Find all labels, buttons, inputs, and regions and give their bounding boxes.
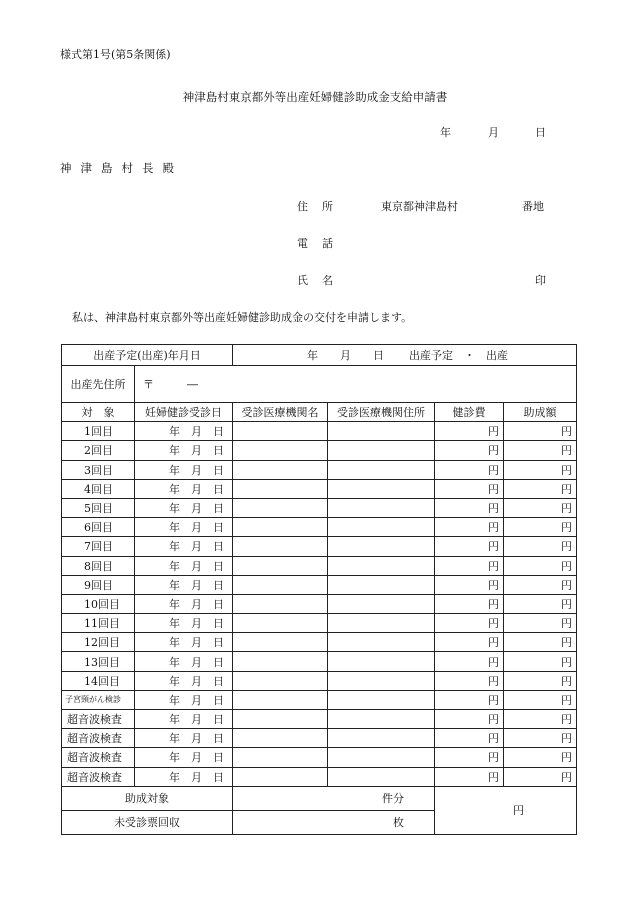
clinic-name-cell[interactable]	[233, 633, 328, 652]
exam-fee-cell[interactable]: 円	[435, 710, 504, 729]
exam-fee-cell[interactable]: 円	[435, 614, 504, 633]
clinic-name-cell[interactable]	[233, 575, 328, 594]
clinic-name-cell[interactable]	[233, 422, 328, 441]
clinic-address-cell[interactable]	[328, 422, 435, 441]
clinic-name-cell[interactable]	[233, 556, 328, 575]
clinic-address-cell[interactable]	[328, 594, 435, 613]
clinic-address-cell[interactable]	[328, 614, 435, 633]
row-label: 3回目	[62, 460, 135, 479]
clinic-address-cell[interactable]	[328, 556, 435, 575]
row-label: 11回目	[62, 614, 135, 633]
clinic-address-cell[interactable]	[328, 518, 435, 537]
application-table	[61, 344, 577, 835]
clinic-address-cell[interactable]	[328, 575, 435, 594]
exam-fee-cell[interactable]: 円	[435, 594, 504, 613]
clinic-name-cell[interactable]	[233, 671, 328, 690]
exam-fee-cell[interactable]: 円	[435, 652, 504, 671]
subsidy-amount-cell[interactable]: 円	[504, 671, 577, 690]
row-label: 超音波検査	[62, 710, 135, 729]
row-label: 子宮頸がん検診	[62, 690, 135, 709]
table-row	[62, 767, 577, 786]
postal-code: 〒 ―	[143, 378, 198, 391]
row-label: 超音波検査	[62, 767, 135, 786]
subsidy-amount-cell[interactable]: 円	[504, 537, 577, 556]
exam-date-cell[interactable]: 年 月 日	[135, 441, 233, 460]
exam-date-cell[interactable]: 年 月 日	[135, 767, 233, 786]
exam-fee-cell[interactable]: 円	[435, 518, 504, 537]
exam-date-cell[interactable]: 年 月 日	[135, 729, 233, 748]
exam-fee-cell[interactable]: 円	[435, 479, 504, 498]
row-label: 7回目	[62, 537, 135, 556]
table-row	[62, 556, 577, 575]
birth-date-value: 年 月 日	[307, 349, 384, 362]
row-label: 10回目	[62, 594, 135, 613]
exam-date-cell[interactable]: 年 月 日	[135, 748, 233, 767]
subsidy-amount-cell[interactable]: 円	[504, 575, 577, 594]
row-label: 超音波検査	[62, 748, 135, 767]
exam-fee-cell[interactable]: 円	[435, 729, 504, 748]
column-header: 受診医療機関住所	[328, 403, 435, 422]
exam-fee-cell[interactable]: 円	[435, 633, 504, 652]
table-row	[62, 479, 577, 498]
row-label: 14回目	[62, 671, 135, 690]
clinic-address-cell[interactable]	[328, 652, 435, 671]
unused-tickets-field[interactable]: 枚	[233, 810, 435, 834]
table-row	[62, 460, 577, 479]
subsidy-amount-cell[interactable]: 円	[504, 767, 577, 786]
clinic-address-cell[interactable]	[328, 498, 435, 517]
exam-date-cell[interactable]: 年 月 日	[135, 671, 233, 690]
form-number: 様式第1号(第5条関係)	[60, 48, 171, 61]
exam-fee-cell[interactable]: 円	[435, 690, 504, 709]
exam-fee-cell[interactable]: 円	[435, 575, 504, 594]
exam-date-cell[interactable]: 年 月 日	[135, 556, 233, 575]
clinic-address-cell[interactable]	[328, 671, 435, 690]
subsidy-amount-cell[interactable]: 円	[504, 460, 577, 479]
clinic-address-cell[interactable]	[328, 537, 435, 556]
table-row	[62, 575, 577, 594]
clinic-address-cell[interactable]	[328, 441, 435, 460]
phone-label: 電話	[297, 237, 347, 250]
clinic-name-cell[interactable]	[233, 518, 328, 537]
total-amount-field[interactable]: 円	[435, 786, 577, 834]
column-header: 助成額	[504, 403, 577, 422]
table-row	[62, 633, 577, 652]
row-label: 6回目	[62, 518, 135, 537]
exam-fee-cell[interactable]: 円	[435, 748, 504, 767]
column-header: 受診医療機関名	[233, 403, 328, 422]
row-label: 9回目	[62, 575, 135, 594]
table-row	[62, 652, 577, 671]
row-label: 1回目	[62, 422, 135, 441]
table-row	[62, 710, 577, 729]
table-row	[62, 422, 577, 441]
table-row	[62, 498, 577, 517]
clinic-address-cell[interactable]	[328, 479, 435, 498]
clinic-name-cell[interactable]	[233, 441, 328, 460]
clinic-name-cell[interactable]	[233, 652, 328, 671]
exam-date-cell[interactable]: 年 月 日	[135, 518, 233, 537]
exam-date-cell[interactable]: 年 月 日	[135, 575, 233, 594]
subsidy-amount-cell[interactable]: 円	[504, 498, 577, 517]
clinic-name-cell[interactable]	[233, 479, 328, 498]
clinic-address-cell[interactable]	[328, 748, 435, 767]
application-statement: 私は、神津島村東京都外等出産妊婦健診助成金の交付を申請します。	[72, 311, 413, 324]
birth-date-label: 出産予定(出産)年月日	[62, 345, 233, 366]
name-label: 氏名	[297, 274, 347, 287]
subsidy-amount-cell[interactable]: 円	[504, 710, 577, 729]
document-title: 神津島村東京都外等出産妊婦健診助成金支給申請書	[182, 90, 448, 104]
table-row	[62, 594, 577, 613]
seal-mark: 印	[535, 274, 546, 287]
table-row	[62, 537, 577, 556]
clinic-name-cell[interactable]	[233, 690, 328, 709]
clinic-address-cell[interactable]	[328, 729, 435, 748]
address-suffix: 番地	[522, 200, 544, 213]
clinic-name-cell[interactable]	[233, 498, 328, 517]
row-label: 12回目	[62, 633, 135, 652]
clinic-name-cell[interactable]	[233, 748, 328, 767]
exam-fee-cell[interactable]: 円	[435, 671, 504, 690]
subsidy-amount-cell[interactable]: 円	[504, 652, 577, 671]
exam-fee-cell[interactable]: 円	[435, 556, 504, 575]
subsidy-amount-cell[interactable]: 円	[504, 479, 577, 498]
subsidy-amount-cell[interactable]: 円	[504, 594, 577, 613]
subsidy-amount-cell[interactable]: 円	[504, 748, 577, 767]
table-row	[62, 518, 577, 537]
clinic-name-cell[interactable]	[233, 614, 328, 633]
summary-row-eligible	[62, 786, 577, 810]
exam-date-cell[interactable]: 年 月 日	[135, 633, 233, 652]
clinic-name-cell[interactable]	[233, 710, 328, 729]
clinic-name-cell[interactable]	[233, 460, 328, 479]
exam-fee-cell[interactable]: 円	[435, 767, 504, 786]
exam-date-cell[interactable]: 年 月 日	[135, 710, 233, 729]
clinic-address-cell[interactable]	[328, 710, 435, 729]
subsidy-amount-cell[interactable]: 円	[504, 441, 577, 460]
subsidy-amount-cell[interactable]: 円	[504, 690, 577, 709]
exam-fee-cell[interactable]: 円	[435, 460, 504, 479]
clinic-address-cell[interactable]	[328, 767, 435, 786]
row-label: 2回目	[62, 441, 135, 460]
subsidy-amount-cell[interactable]: 円	[504, 729, 577, 748]
exam-date-cell[interactable]: 年 月 日	[135, 690, 233, 709]
exam-date-cell[interactable]: 年 月 日	[135, 479, 233, 498]
row-label: 8回目	[62, 556, 135, 575]
clinic-address-cell[interactable]	[328, 633, 435, 652]
date-year: 年	[440, 126, 451, 139]
row-label: 5回目	[62, 498, 135, 517]
subsidy-amount-cell[interactable]: 円	[504, 556, 577, 575]
clinic-address-cell[interactable]	[328, 690, 435, 709]
birth-date-field[interactable]	[233, 345, 577, 366]
table-row	[62, 748, 577, 767]
birth-address-field[interactable]	[135, 366, 577, 403]
eligible-count-field[interactable]: 件分	[233, 786, 435, 810]
clinic-name-cell[interactable]	[233, 594, 328, 613]
row-label: 超音波検査	[62, 729, 135, 748]
column-header: 妊婦健診受診日	[135, 403, 233, 422]
subsidy-amount-cell[interactable]: 円	[504, 422, 577, 441]
table-row	[62, 441, 577, 460]
table-row	[62, 690, 577, 709]
row-label: 13回目	[62, 652, 135, 671]
exam-fee-cell[interactable]: 円	[435, 537, 504, 556]
exam-date-cell[interactable]: 年 月 日	[135, 652, 233, 671]
eligible-label: 助成対象	[62, 786, 233, 810]
column-header: 対 象	[62, 403, 135, 422]
table-row	[62, 729, 577, 748]
table-row	[62, 614, 577, 633]
addressee: 神津島村長殿	[60, 161, 183, 175]
address-value: 東京都神津島村	[381, 200, 458, 213]
date-month: 月	[488, 126, 499, 139]
clinic-name-cell[interactable]	[233, 537, 328, 556]
exam-fee-cell[interactable]: 円	[435, 441, 504, 460]
exam-date-cell[interactable]: 年 月 日	[135, 422, 233, 441]
clinic-name-cell[interactable]	[233, 729, 328, 748]
row-label: 4回目	[62, 479, 135, 498]
exam-date-cell[interactable]: 年 月 日	[135, 498, 233, 517]
date-day: 日	[535, 126, 546, 139]
unused-tickets-label: 未受診票回収	[62, 810, 233, 834]
subsidy-amount-cell[interactable]: 円	[504, 633, 577, 652]
exam-date-cell[interactable]: 年 月 日	[135, 614, 233, 633]
clinic-name-cell[interactable]	[233, 767, 328, 786]
birth-address-label: 出産先住所	[62, 366, 135, 403]
exam-date-cell[interactable]: 年 月 日	[135, 594, 233, 613]
table-row	[62, 671, 577, 690]
address-label: 住所	[297, 200, 347, 213]
clinic-address-cell[interactable]	[328, 460, 435, 479]
column-header: 健診費	[435, 403, 504, 422]
birth-type: 出産予定 ・ 出産	[409, 349, 508, 362]
exam-date-cell[interactable]: 年 月 日	[135, 460, 233, 479]
exam-fee-cell[interactable]: 円	[435, 422, 504, 441]
exam-date-cell[interactable]: 年 月 日	[135, 537, 233, 556]
subsidy-amount-cell[interactable]: 円	[504, 614, 577, 633]
exam-fee-cell[interactable]: 円	[435, 498, 504, 517]
subsidy-amount-cell[interactable]: 円	[504, 518, 577, 537]
